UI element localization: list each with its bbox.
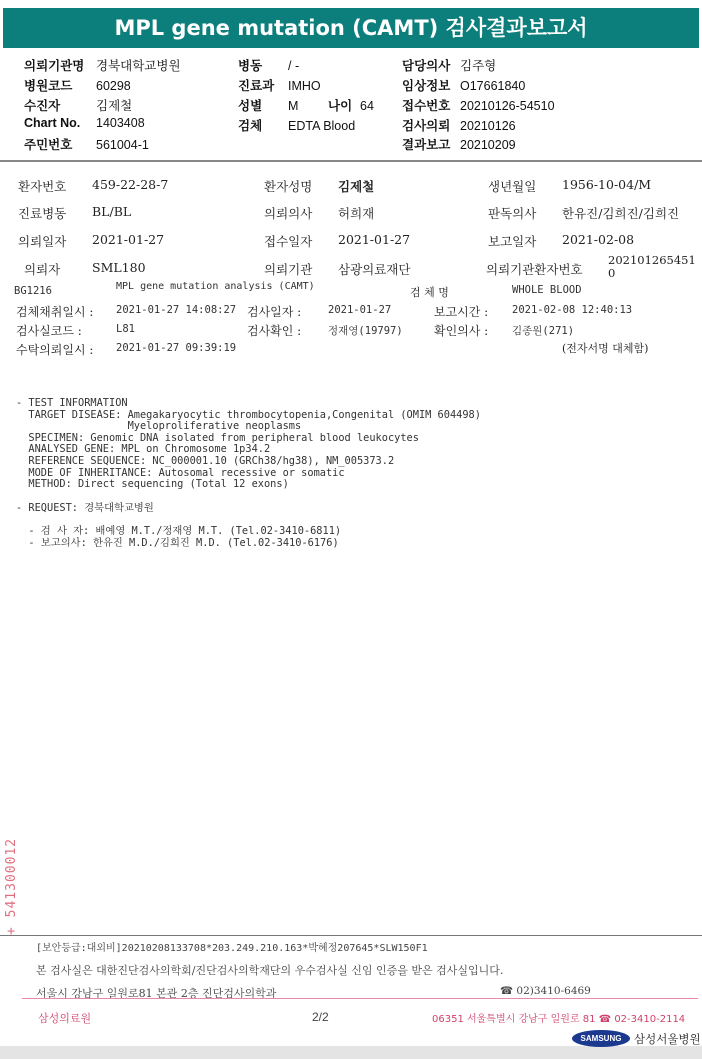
value-reading-doctor: 한유진/김희진/김희진 <box>562 206 680 221</box>
hospital-name: 삼성서울병원 <box>634 1032 701 1046</box>
value-patient-no: 459-22-28-7 <box>92 177 169 192</box>
confirm-doctor-label: 확인의사 : <box>434 324 489 338</box>
report-time-label: 보고시간 : <box>434 305 489 319</box>
value-requesting-org: 삼광의료재단 <box>338 262 411 277</box>
divider <box>0 160 702 162</box>
body-line: - TEST INFORMATION <box>16 397 128 409</box>
label-request-date: 의뢰일자 <box>18 234 67 249</box>
value-patient-name: 김제철 <box>338 179 375 194</box>
value-requester: SML180 <box>92 260 146 275</box>
staff-line: - 검 사 자: 배예영 M.T./정재영 M.T. (Tel.02-3410-6811) <box>16 525 342 537</box>
label-patient-no: 환자번호 <box>18 179 67 194</box>
label-org-patient-no: 의뢰기관환자번호 <box>486 262 583 277</box>
header-field: 주민번호 561004-1 <box>24 138 149 152</box>
header-field: 담당의사 김주형 <box>402 59 497 73</box>
lab-phone: ☎ 02)3410-6469 <box>500 985 591 997</box>
org-name: 삼성의료원 <box>38 1012 92 1025</box>
footer-pink-line <box>22 998 698 999</box>
label-reading-doctor: 판독의사 <box>488 206 537 221</box>
consign-label: 수탁의뢰일시 : <box>16 343 94 357</box>
header-field: 성별 M <box>238 99 299 113</box>
label-birthdate: 생년월일 <box>488 179 537 194</box>
value-request-date: 2021-01-27 <box>92 232 165 247</box>
samsung-logo: SAMSUNG <box>572 1030 630 1047</box>
test-date-label: 검사일자 : <box>247 305 302 319</box>
bottom-band <box>0 1046 702 1059</box>
value-org-patient-no: 202101265451 <box>608 253 696 267</box>
esign-note: (전자서명 대체함) <box>562 342 649 355</box>
body-line: SPECIMEN: Genomic DNA isolated from peripheral blood leukocytes <box>16 431 419 444</box>
consign-value: 2021-01-27 09:39:19 <box>116 342 237 354</box>
request-line: - REQUEST: 경북대학교병원 <box>16 502 154 514</box>
body-line: REFERENCE SEQUENCE: NC_000001.10 (GRCh38/hg38), NM_005373.2 <box>16 455 395 467</box>
body-line: Myeloproliferative neoplasms <box>16 420 302 433</box>
header-field: 병동 / - <box>238 59 300 73</box>
test-code: BG1216 <box>14 285 52 297</box>
header-field: 검체 EDTA Blood <box>238 119 356 133</box>
header-field: 검사의뢰 20210126 <box>402 119 516 133</box>
confirm-value: 정재영(19797) <box>328 325 403 337</box>
report-time-value: 2021-02-08 12:40:13 <box>512 304 633 316</box>
specimen-value: WHOLE BLOOD <box>512 284 582 296</box>
value-ward: BL/BL <box>92 204 132 219</box>
label-requesting-org: 의뢰기관 <box>264 262 313 277</box>
confirm-doctor-value: 김종원(271) <box>512 325 575 337</box>
lab-address: 서울시 강남구 일원로81 본관 2층 진단검사의학과 <box>36 987 277 1000</box>
header-field: 의뢰기관명 경북대학교병원 <box>24 59 181 73</box>
lab-code-label: 검사실코드 : <box>16 324 82 338</box>
security-line: [보안등급:대외비]20210208133708*203.249.210.163*박혜정207645*SLW150F1 <box>36 943 428 954</box>
lab-code-value: L81 <box>116 323 135 335</box>
collect-label: 검체채취일시 : <box>16 305 94 319</box>
label-receipt-date: 접수일자 <box>264 234 313 249</box>
label-requester: 의뢰자 <box>24 262 61 277</box>
header-field: 병원코드 60298 <box>24 79 131 93</box>
header-field: 결과보고 20210209 <box>402 138 516 152</box>
header-field: Chart No. 1403408 <box>24 116 145 130</box>
specimen-label: 검 체 명 <box>410 286 449 299</box>
value-org-patient-no-cont: 0 <box>608 266 616 280</box>
side-control-number: + 541300012 <box>4 837 19 935</box>
hospital-address: 06351 서울특별시 강남구 일원로 81 ☎ 02-3410-2114 <box>432 1014 686 1025</box>
body-line: MODE OF INHERITANCE: Autosomal recessive or somatic <box>16 466 345 479</box>
value-referring-doctor: 허희재 <box>338 206 375 221</box>
header-field: 임상정보 O17661840 <box>402 79 526 93</box>
body-line: METHOD: Direct sequencing (Total 12 exons) <box>16 478 289 491</box>
confirm-label: 검사확인 : <box>247 324 302 338</box>
label-referring-doctor: 의뢰의사 <box>264 206 313 221</box>
value-receipt-date: 2021-01-27 <box>338 232 411 247</box>
footer-divider <box>0 935 702 936</box>
certification-text: 본 검사실은 대한진단검사의학회/진단검사의학재단의 우수검사실 신임 인증을 받은 검사실입니다. <box>36 964 504 977</box>
report-title: MPL gene mutation (CAMT) 검사결과보고서 <box>3 8 699 48</box>
label-report-date: 보고일자 <box>488 234 537 249</box>
test-name: MPL gene mutation analysis (CAMT) <box>116 281 315 292</box>
header-field: 접수번호 20210126-54510 <box>402 99 555 113</box>
value-report-date: 2021-02-08 <box>562 232 635 247</box>
test-date-value: 2021-01-27 <box>328 304 392 316</box>
staff-line: - 보고의사: 한유진 M.D./김희진 M.D. (Tel.02-3410-6176) <box>16 537 339 549</box>
body-line: TARGET DISEASE: Amegakaryocytic thrombocytopenia,Congenital (OMIM 604498) <box>16 408 481 421</box>
collect-value: 2021-01-27 14:08:27 <box>116 304 237 316</box>
header-field: 수진자 김제철 <box>24 99 133 113</box>
header-field-age: 나이 64 <box>328 99 374 113</box>
page-number: 2/2 <box>312 1010 329 1024</box>
label-patient-name: 환자성명 <box>264 179 313 194</box>
body-line: ANALYSED GENE: MPL on Chromosome 1p34.2 <box>16 443 271 456</box>
label-ward: 진료병동 <box>18 206 67 221</box>
value-birthdate: 1956-10-04/M <box>562 177 652 192</box>
header-field: 진료과 IMHO <box>238 79 321 93</box>
